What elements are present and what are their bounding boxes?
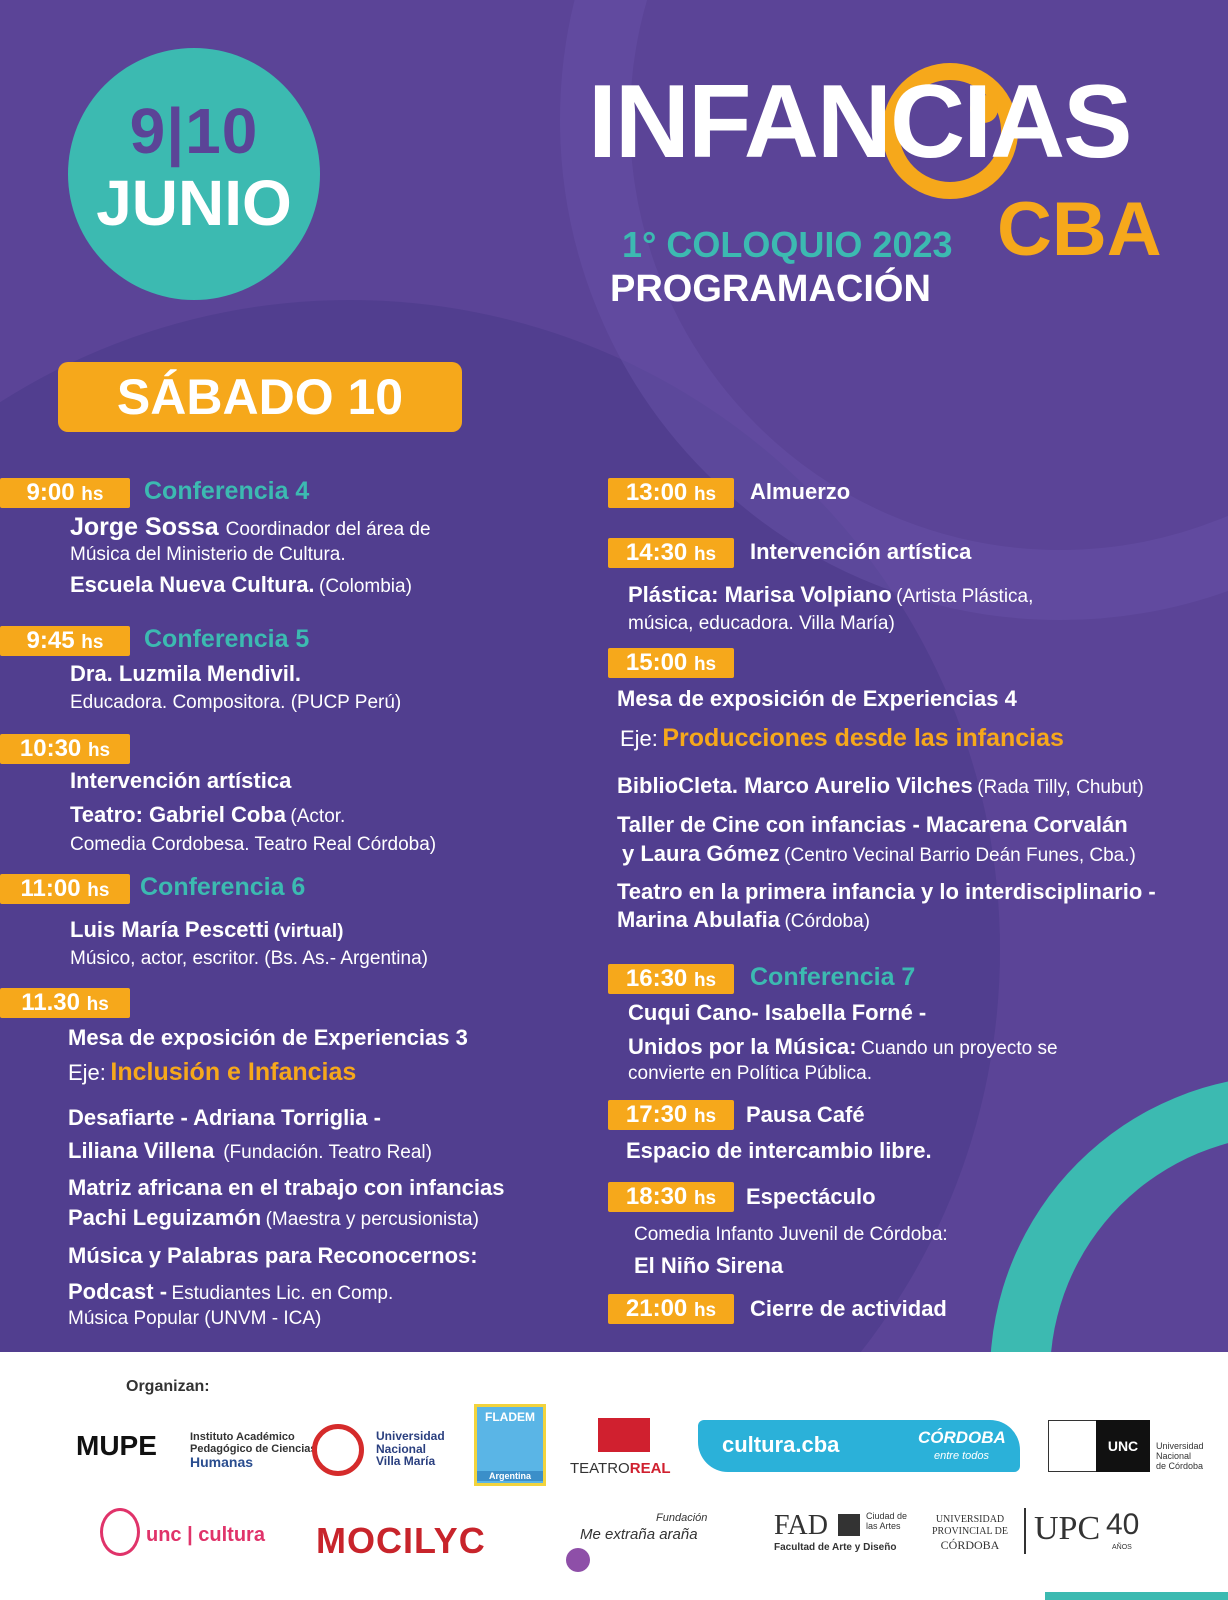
time-badge: 11:00 hs	[0, 874, 130, 904]
speaker-line: Desafiarte - Adriana Torriglia -	[68, 1105, 381, 1130]
speaker-detail: música, educadora. Villa María)	[628, 613, 895, 634]
time-badge: 14:30 hs	[608, 538, 734, 568]
session-title: Almuerzo	[750, 479, 851, 504]
session-title: Pausa Café	[746, 1102, 865, 1127]
speaker-line: El Niño Sirena	[634, 1253, 784, 1278]
speaker-line: BiblioCleta. Marco Aurelio Vilches (Rada Tilly, Chubut)	[617, 773, 1144, 798]
speaker-line: Marina Abulafia (Córdoba)	[617, 907, 870, 932]
speaker-line: Unidos por la Música: Cuando un proyecto se	[628, 1034, 1058, 1059]
session-title: Conferencia 6	[140, 873, 306, 901]
session-title: Intervención artística	[70, 768, 292, 793]
teatro-real-icon	[598, 1418, 650, 1452]
mupe-logo: MUPE	[76, 1430, 157, 1461]
speaker-detail: Música del Ministerio de Cultura.	[70, 544, 346, 565]
speaker-detail: Educadora. Compositora. (PUCP Perú)	[70, 692, 402, 713]
time-badge: 16:30 hs	[608, 964, 734, 994]
session-title: Espectáculo	[746, 1184, 876, 1209]
date-month: JUNIO	[96, 167, 292, 239]
logo-title: INFANCIAS	[588, 64, 1131, 180]
speaker-line: Teatro en la primera infancia y lo interdisciplinario -	[617, 879, 1156, 904]
session-title: Cierre de actividad	[750, 1296, 947, 1321]
speaker-line: Jorge Sossa Coordinador del área de	[70, 513, 431, 541]
fladem-logo: FLADEM Argentina	[474, 1404, 546, 1486]
time-badge: 9:45 hs	[0, 626, 130, 656]
iap-logo: Instituto Académico Pedagógico de Ciencias Humanas	[190, 1431, 317, 1471]
time-badge: 21:00 hs	[608, 1294, 734, 1324]
upc-anos-label: AÑOS	[1112, 1544, 1132, 1551]
unc-cultura-emblem-icon	[100, 1508, 140, 1556]
fad-logo: FAD	[774, 1510, 828, 1541]
eje-line: Eje: Producciones desde las infancias	[620, 724, 1064, 752]
date-badge	[68, 48, 320, 300]
unc-cultura-logo: unc | cultura	[146, 1524, 265, 1546]
fundacion-label: Fundación	[656, 1512, 708, 1524]
speaker-line: Escuela Nueva Cultura. (Colombia)	[70, 572, 412, 597]
speaker-line: Cuqui Cano- Isabella Forné -	[628, 1000, 927, 1025]
speaker-line: Pachi Leguizamón (Maestra y percusionista)	[68, 1205, 479, 1230]
speaker-detail: Comedia Infanto Juvenil de Córdoba:	[634, 1224, 948, 1245]
unvm-logo: Universidad Nacional Villa María	[376, 1429, 445, 1469]
me-extrana-arana-logo: Me extraña araña	[580, 1526, 698, 1543]
speaker-detail: Comedia Cordobesa. Teatro Real Córdoba)	[70, 834, 437, 855]
upc-divider	[1024, 1508, 1026, 1554]
session-title: Conferencia 7	[750, 963, 916, 991]
speaker-line: Taller de Cine con infancias - Macarena Corvalán	[617, 812, 1128, 837]
time-badge: 18:30 hs	[608, 1182, 734, 1212]
speaker-line: Matriz africana en el trabajo con infancias	[68, 1175, 505, 1200]
speaker-line: Podcast - Estudiantes Lic. en Comp.	[68, 1279, 394, 1304]
upc-logo: UPC	[1034, 1510, 1101, 1547]
session-title: Mesa de exposición de Experiencias 4	[617, 686, 1017, 711]
session-title: Conferencia 5	[144, 625, 310, 653]
time-badge: 13:00 hs	[608, 478, 734, 508]
unvm-emblem-icon	[312, 1424, 364, 1476]
time-badge: 17:30 hs	[608, 1100, 734, 1130]
speaker-detail: convierte en Política Pública.	[628, 1063, 872, 1084]
date-days: 9|10	[129, 95, 259, 167]
speaker-line: Teatro: Gabriel Coba (Actor.	[70, 802, 346, 827]
corner-decoration	[1045, 1592, 1228, 1600]
teatro-real-logo: TEATROREAL	[570, 1460, 671, 1477]
spider-icon	[566, 1548, 590, 1572]
time-badge: 15:00 hs	[608, 648, 734, 678]
speaker-line: Luis María Pescetti (virtual)	[70, 917, 344, 942]
session-title: Intervención artística	[750, 539, 972, 564]
speaker-line: Liliana Villena (Fundación. Teatro Real)	[68, 1138, 432, 1163]
fad-name: Facultad de Arte y Diseño	[774, 1542, 897, 1553]
speaker-detail: Música Popular (UNVM - ICA)	[68, 1308, 322, 1329]
upc-40-logo: 40	[1106, 1508, 1140, 1541]
time-badge: 11.30 hs	[0, 988, 130, 1018]
ciudad-artes-label: Ciudad de las Artes	[866, 1511, 908, 1531]
speaker-line: Dra. Luzmila Mendivil.	[70, 661, 302, 686]
eje-line: Eje: Inclusión e Infancias	[68, 1058, 357, 1086]
mocilyc-logo: MOCILYC	[316, 1520, 486, 1561]
speaker-line: y Laura Gómez (Centro Vecinal Barrio Deán Funes, Cba.)	[622, 841, 1136, 866]
session-title: Conferencia 4	[144, 477, 310, 505]
speaker-detail: Músico, actor, escritor. (Bs. As.- Argentina)	[70, 948, 428, 969]
organizan-label: Organizan:	[126, 1378, 210, 1395]
day-label: SÁBADO 10	[58, 362, 462, 432]
speaker-line: Música y Palabras para Reconocernos:	[68, 1243, 478, 1268]
cultura-cba-logo: cultura.cba CÓRDOBA entre todos	[698, 1420, 1020, 1472]
upc-name: UNIVERSIDAD PROVINCIAL DE CÓRDOBA	[932, 1514, 1009, 1552]
time-badge: 10:30 hs	[0, 734, 130, 764]
time-badge: 9:00 hs	[0, 478, 130, 508]
fad-square-icon	[838, 1514, 860, 1536]
programacion-title: PROGRAMACIÓN	[610, 268, 931, 310]
unc-logo: UNC	[1096, 1420, 1150, 1472]
session-title: Mesa de exposición de Experiencias 3	[68, 1025, 468, 1050]
speaker-line: Plástica: Marisa Volpiano (Artista Plástica,	[628, 582, 1034, 607]
coloquio-title: 1° COLOQUIO 2023	[622, 224, 953, 265]
unc-name: Universidad Nacional de Córdoba	[1156, 1441, 1204, 1471]
logo-subtitle: CBA	[997, 187, 1162, 272]
session-detail: Espacio de intercambio libre.	[626, 1138, 932, 1163]
